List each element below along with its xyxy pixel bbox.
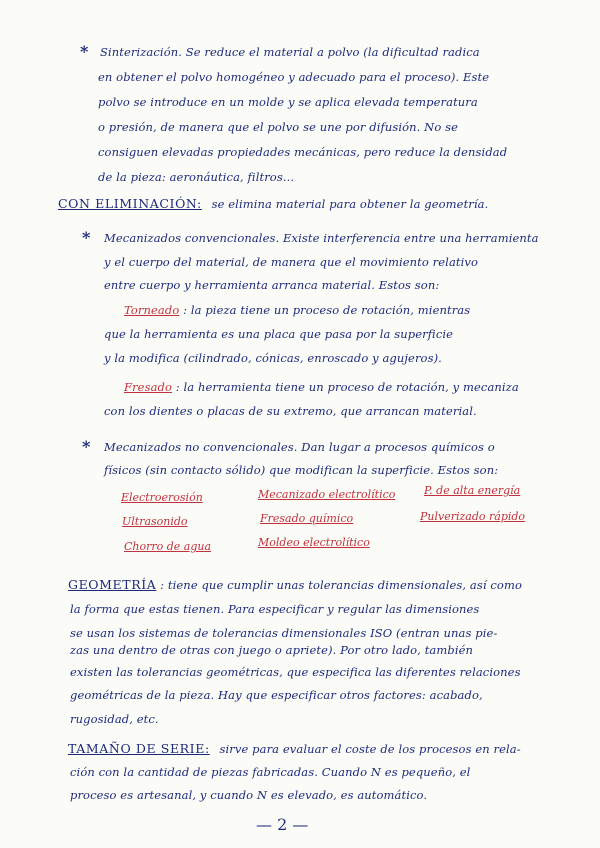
bullet-asterisk-icon: * — [82, 228, 91, 247]
tamano-serie-text-1: sirve para evaluar el coste de los procesos en rela- — [219, 742, 521, 756]
sinterizacion-line-6: de la pieza: aeronáutica, filtros... — [98, 170, 295, 184]
fresado-text-1: : la herramienta tiene un proceso de rotación, y mecaniza — [175, 380, 519, 394]
sinterizacion-line-2: en obtener el polvo homogéneo y adecuado para el proceso). Este — [98, 70, 490, 84]
convencionales-line-2: y el cuerpo del material, de manera que el movimiento relativo — [104, 255, 479, 269]
geometria-line-3: se usan los sistemas de tolerancias dimensionales ISO (entran unas pie- — [70, 626, 498, 640]
geometria-line-5: existen las tolerancias geométricas, que especifica las diferentes relaciones — [70, 665, 521, 679]
geometria-line-6: geométricas de la pieza. Hay que especificar otros factores: acabado, — [70, 688, 483, 702]
torneado-label: Torneado — [124, 303, 180, 317]
page-number: — 2 — — [256, 815, 309, 834]
tamano-serie-heading: TAMAÑO DE SERIE: — [68, 741, 210, 756]
process-fresado-quimico: Fresado químico — [260, 512, 354, 525]
fresado-label: Fresado — [124, 380, 173, 394]
process-electroerosion: Electroerosión — [121, 491, 203, 504]
process-alta-energia: P. de alta energía — [424, 484, 521, 497]
geometria-text-1: : tiene que cumplir unas tolerancias dimensionales, así como — [160, 578, 522, 592]
torneado-row — [124, 303, 600, 317]
sinterizacion-line-1: Sinterización. Se reduce el material a polvo (la dificultad radica — [100, 45, 480, 59]
fresado-row — [124, 380, 600, 394]
torneado-text-1: : la pieza tiene un proceso de rotación, mientras — [183, 303, 471, 317]
process-ultrasonido: Ultrasonido — [122, 515, 188, 528]
process-pulverizado-rapido: Pulverizado rápido — [420, 510, 526, 523]
tamano-serie-row — [68, 742, 600, 756]
geometria-heading: GEOMETRÍA — [68, 577, 157, 592]
eliminacion-row — [58, 197, 600, 211]
convencionales-line-3: entre cuerpo y herramienta arranca material. Estos son: — [104, 278, 440, 292]
torneado-line-3: y la modifica (cilindrado, cónicas, enroscado y agujeros). — [104, 351, 442, 365]
convencionales-line-1: Mecanizados convencionales. Existe interferencia entre una herramienta — [104, 231, 539, 245]
geometria-row — [68, 578, 600, 592]
geometria-line-7: rugosidad, etc. — [70, 712, 159, 726]
sinterizacion-line-3: polvo se introduce en un molde y se aplica elevada temperatura — [98, 95, 478, 109]
process-moldeo-electrolitico: Moldeo electrolítico — [258, 536, 370, 549]
eliminacion-heading: CON ELIMINACIÓN: — [58, 196, 202, 211]
bullet-asterisk-icon: * — [80, 42, 89, 61]
sinterizacion-line-4: o presión, de manera que el polvo se une por difusión. No se — [98, 120, 459, 134]
torneado-line-2: que la herramienta es una placa que pasa por la superficie — [104, 327, 454, 341]
no-convencionales-line-1: Mecanizados no convencionales. Dan lugar a procesos químicos o — [104, 440, 495, 454]
fresado-line-2: con los dientes o placas de su extremo, que arrancan material. — [104, 404, 477, 418]
no-convencionales-line-2: físicos (sin contacto sólido) que modifican la superficie. Estos son: — [104, 463, 499, 477]
geometria-line-2: la forma que estas tienen. Para especificar y regular las dimensiones — [70, 602, 480, 616]
process-mecanizado-electrolitico: Mecanizado electrolítico — [258, 488, 396, 501]
sinterizacion-line-5: consiguen elevadas propiedades mecánicas, pero reduce la densidad — [98, 145, 508, 159]
process-chorro-de-agua: Chorro de agua — [124, 540, 212, 553]
tamano-serie-line-3: proceso es artesanal, y cuando N es elevado, es automático. — [70, 788, 428, 802]
tamano-serie-line-2: ción con la cantidad de piezas fabricadas. Cuando N es pequeño, el — [70, 765, 471, 779]
eliminacion-text: se elimina material para obtener la geometría. — [211, 197, 489, 211]
bullet-asterisk-icon: * — [82, 437, 91, 456]
geometria-line-4: zas una dentro de otras con juego o apriete). Por otro lado, también — [70, 643, 474, 657]
